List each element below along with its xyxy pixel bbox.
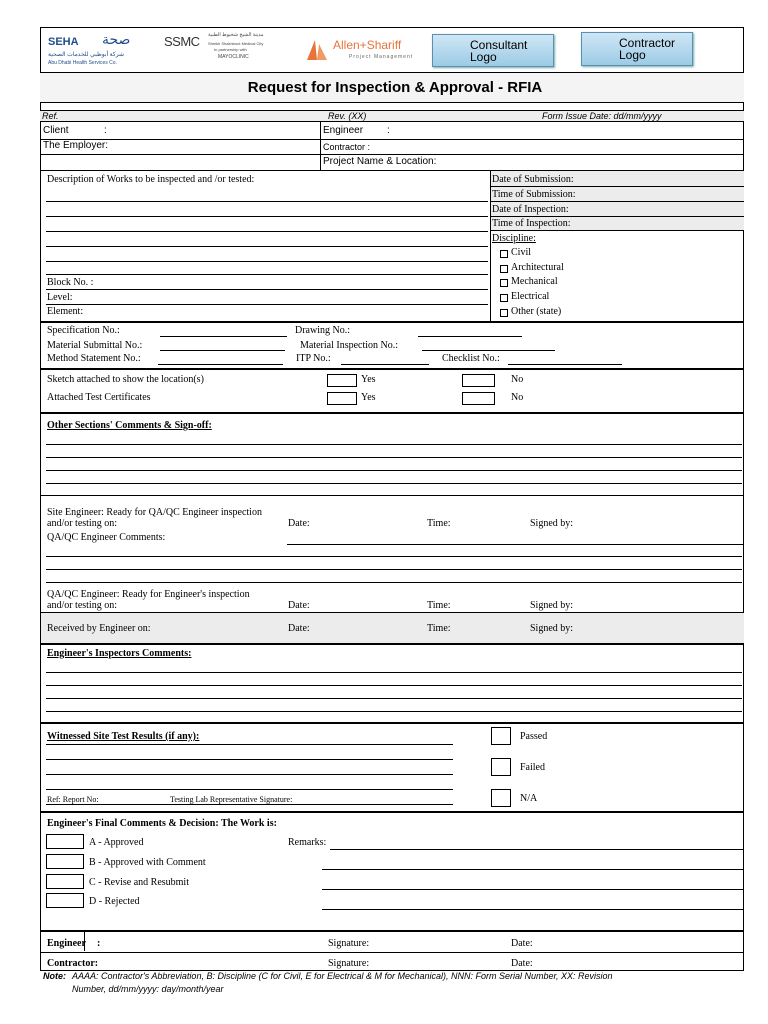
drawing-label: Drawing No.: [295,325,350,336]
sketch-yes-checkbox[interactable] [327,374,357,387]
signoff-contractor-label: Contractor: [47,958,99,969]
discipline-other-label: Other (state) [511,306,562,317]
na-checkbox[interactable] [491,789,511,807]
final-decision-heading: Engineer's Final Comments & Decision: The Work is: [47,818,277,829]
note-line1: AAAA: Contractor's Abbreviation, B: Discipline (C for Civil, E for Electrical & M for Mechanical), NNN: Form Serial Number, XX: Revision [72,971,613,981]
discipline-mechanical-label: Mechanical [511,276,558,287]
level-label: Level: [47,292,73,303]
received-date: Date: [288,623,310,634]
discipline-mechanical-checkbox[interactable] [500,279,508,287]
employer-label: The Employer: [43,140,109,151]
engineer-label: Engineer [323,125,364,136]
sketch-no-checkbox[interactable] [462,374,495,387]
remarks-label: Remarks: [288,837,327,848]
checklist-label: Checklist No.: [442,353,500,364]
allen-shariff-name: Allen+Shariff [333,38,402,52]
rev-label: Rev. (XX) [328,111,367,121]
other-sections-heading: Other Sections' Comments & Sign-off: [47,420,212,431]
allen-shariff-logo [305,36,425,64]
site-engineer-time: Time: [427,518,451,529]
project-label: Project Name & Location: [323,156,437,167]
qaqc-engineer-signed: Signed by: [530,600,574,611]
inspectors-comments-heading: Engineer's Inspectors Comments: [47,648,192,659]
itp-label: ITP No.: [296,353,331,364]
discipline-electrical-checkbox[interactable] [500,294,508,302]
engineer-date-label: Date: [511,938,533,949]
seha-subtitle: Abu Dhabi Health Services Co. [48,60,117,66]
failed-label: Failed [520,762,545,773]
certificates-label: Attached Test Certificates [47,392,151,403]
sketch-label: Sketch attached to show the location(s) [47,374,204,385]
seha-logo [44,30,149,70]
seha-logo-text: SEHA [48,36,79,48]
note-line2: Number, dd/mm/yyyy: day/month/year [72,984,224,994]
block-label: Block No. : [47,277,94,288]
qaqc-engineer-date: Date: [288,600,310,611]
report-no-label: Ref: Report No: [47,795,99,804]
approved-with-comment-label: B - Approved with Comment [89,857,206,868]
form-issue-date: Form Issue Date: dd/mm/yyyy [542,111,662,121]
revise-resubmit-checkbox[interactable] [46,874,84,889]
allen-shariff-building-icon [305,38,331,60]
certificates-yes-checkbox[interactable] [327,392,357,405]
discipline-architectural-label: Architectural [511,262,564,273]
contractor-signature-label: Signature: [328,958,370,969]
seha-logo-arabic: صحة [102,33,131,48]
qaqc-engineer-line1: QA/QC Engineer: Ready for Engineer's inspection [47,589,250,600]
certificates-no-checkbox[interactable] [462,392,495,405]
discipline-label: Discipline: [492,233,536,244]
qaqc-comments-label: QA/QC Engineer Comments: [47,532,166,543]
failed-checkbox[interactable] [491,758,511,776]
engineer-colon: : [387,125,390,136]
form-frame [40,27,744,971]
approved-checkbox[interactable] [46,834,84,849]
discipline-electrical-label: Electrical [511,291,550,302]
ssmc-logo-text: SSMC [164,34,200,49]
contractor-logo-label: Contractor Logo [619,36,676,62]
approved-label: A - Approved [89,837,144,848]
signoff-engineer-colon: : [97,938,101,949]
allen-shariff-subtitle: Project Management [349,54,414,60]
discipline-architectural-checkbox[interactable] [500,265,508,273]
revise-resubmit-label: C - Revise and Resubmit [89,877,189,888]
site-engineer-date: Date: [288,518,310,529]
date-submission-label: Date of Submission: [492,174,574,185]
qaqc-engineer-time: Time: [427,600,451,611]
approved-with-comment-checkbox[interactable] [46,854,84,869]
received-signed: Signed by: [530,623,574,634]
lab-signature-label: Testing Lab Representative Signature: [170,795,293,804]
consultant-logo-label: Consultant Logo [470,38,528,64]
sketch-no-label: No [511,374,524,385]
engineer-signature-label: Signature: [328,938,370,949]
ssmc-arabic: مدينة الشيخ شخبوط الطبية [208,33,264,38]
rejected-checkbox[interactable] [46,893,84,908]
element-label: Element: [47,306,84,317]
contractor-label: Contractor : [323,142,371,152]
sketch-yes-label: Yes [361,374,376,385]
contractor-logo-placeholder [581,32,693,66]
discipline-civil-checkbox[interactable] [500,250,508,258]
date-inspection-label: Date of Inspection: [492,204,569,215]
time-submission-label: Time of Submission: [492,189,576,200]
material-inspection-label: Material Inspection No.: [300,340,399,351]
passed-checkbox[interactable] [491,727,511,745]
form-title: Request for Inspection & Approval - RFIA [247,79,543,96]
note-label: Note: [43,971,66,981]
consultant-logo-placeholder [432,34,554,67]
witnessed-heading: Witnessed Site Test Results (if any): [47,731,200,742]
ssmc-subtitle: Sheikh Shakhbout Medical City [208,41,264,46]
site-engineer-signed: Signed by: [530,518,574,529]
material-submittal-label: Material Submittal No.: [47,340,143,351]
seha-subtitle-arabic: شركة أبوظبي للخدمات الصحية [48,52,125,58]
received-label: Received by Engineer on: [47,623,151,634]
certificates-yes-label: Yes [361,392,376,403]
site-engineer-line2: and/or testing on: [47,518,117,529]
ssmc-partner: In partnership with [214,47,247,52]
na-label: N/A [520,793,538,804]
ssmc-logo [162,30,282,70]
client-label: Client [43,125,69,136]
passed-label: Passed [520,731,548,742]
mayo-clinic-logo: MAYOCLINIC [218,54,249,60]
description-label: Description of Works to be inspected and /or tested: [47,174,255,185]
site-engineer-line1: Site Engineer: Ready for QA/QC Engineer inspection [47,507,262,518]
qaqc-engineer-line2: and/or testing on: [47,600,117,611]
ref-label: Ref. [42,111,59,121]
discipline-civil-label: Civil [511,247,532,258]
contractor-date-label: Date: [511,958,533,969]
signoff-engineer-label: Engineer [47,938,86,949]
specification-label: Specification No.: [47,325,120,336]
discipline-other-checkbox[interactable] [500,309,508,317]
time-inspection-label: Time of Inspection: [492,218,571,229]
rejected-label: D - Rejected [89,896,140,907]
received-time: Time: [427,623,451,634]
method-statement-label: Method Statement No.: [47,353,141,364]
certificates-no-label: No [511,392,524,403]
client-colon: : [104,125,107,136]
